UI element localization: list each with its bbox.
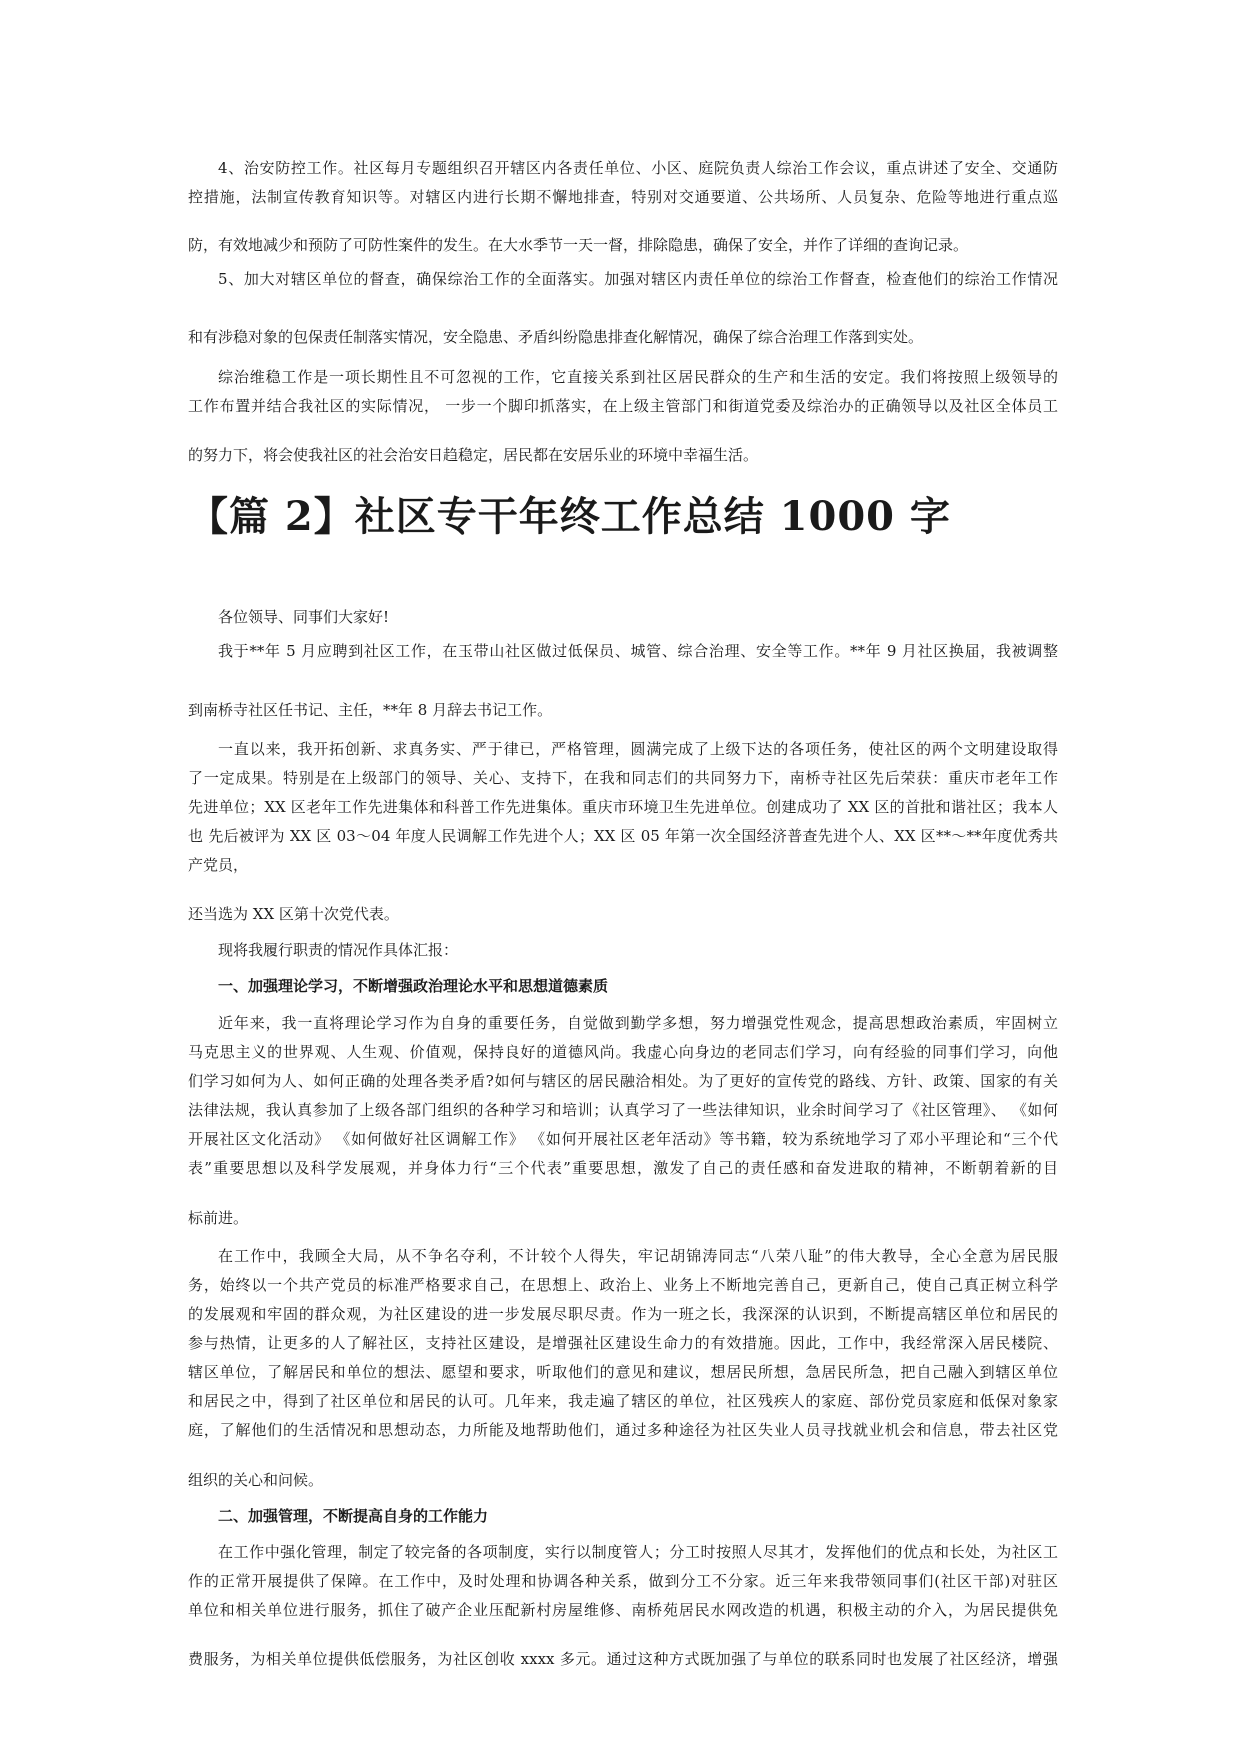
paragraph-line: 费服务，为相关单位提供低偿服务，为社区创收 xxxx 多元。通过这种方式既加强了与单位的联系同时也发展了社区经济，增强 bbox=[188, 1650, 1058, 1668]
paragraph-line: 控措施，法制宣传教育知识等。对辖区内进行长期不懈地排查，特别对交通要道、公共场所、人员复杂、危险等地进行重点巡 bbox=[188, 188, 1058, 206]
paragraph-line: 到南桥寺社区任书记、主任，**年 8 月辞去书记工作。 bbox=[188, 701, 553, 719]
paragraph-line: 开展社区文化活动》 《如何做好社区调解工作》 《如何开展社区老年活动》等书籍，较为系统地学习了邓小平理论和“三个代 bbox=[188, 1130, 1058, 1148]
paragraph-line: 和居民之中，得到了社区单位和居民的认可。几年来，我走遍了辖区的单位，社区残疾人的家庭、部份党员家庭和低保对象家 bbox=[188, 1392, 1058, 1410]
paragraph-line: 防，有效地减少和预防了可防性案件的发生。在大水季节一天一督，排除隐患，确保了安全，并作了详细的查询记录。 bbox=[188, 236, 969, 254]
paragraph-line: 标前进。 bbox=[188, 1209, 249, 1227]
paragraph-line: 先进单位；XX 区老年工作先进集体和科普工作先进集体。重庆市环境卫生先进单位。创建成功了 XX 区的首批和谐社区；我本人 bbox=[188, 798, 1058, 816]
paragraph-line: 和有涉稳对象的包保责任制落实情况，安全隐患、矛盾纠纷隐患排查化解情况，确保了综合治理工作落到实处。 bbox=[188, 328, 924, 346]
paragraph-line: 也 先后被评为 XX 区 03～04 年度人民调解工作先进个人；XX 区 05 年第一次全国经济普查先进个人、XX 区**～**年度优秀共 bbox=[188, 827, 1058, 845]
paragraph-line: 我于**年 5 月应聘到社区工作，在玉带山社区做过低保员、城管、综合治理、安全等工作。**年 9 月社区换届，我被调整 bbox=[218, 642, 1058, 660]
section-title: 【篇 2】社区专干年终工作总结 1000 字 bbox=[188, 493, 951, 540]
paragraph-line: 的发展观和牢固的群众观，为社区建设的进一步发展尽职尽责。作为一班之长，我深深的认识到，不断提高辖区单位和居民的 bbox=[188, 1305, 1058, 1323]
paragraph-line: 务，始终以一个共产党员的标准严格要求自己，在思想上、政治上、业务上不断地完善自己，更新自己，使自己真正树立科学 bbox=[188, 1276, 1058, 1294]
paragraph-line: 单位和相关单位进行服务，抓住了破产企业压配新村房屋维修、南桥苑居民水网改造的机遇，积极主动的介入，为居民提供免 bbox=[188, 1601, 1058, 1619]
paragraph-line: 现将我履行职责的情况作具体汇报： bbox=[218, 941, 459, 959]
paragraph-line: 作的正常开展提供了保障。在工作中，及时处理和协调各种关系，做到分工不分家。近三年来我带领同事们(社区干部)对驻区 bbox=[188, 1572, 1058, 1590]
paragraph-line: 了一定成果。特别是在上级部门的领导、关心、支持下，在我和同志们的共同努力下，南桥寺社区先后荣获：重庆市老年工作 bbox=[188, 769, 1058, 787]
subheading-1: 一、加强理论学习，不断增强政治理论水平和思想道德素质 bbox=[218, 977, 609, 995]
paragraph-line: 还当选为 XX 区第十次党代表。 bbox=[188, 905, 399, 923]
paragraph-line: 一直以来，我开拓创新、求真务实、严于律已，严格管理，圆满完成了上级下达的各项任务，使社区的两个文明建设取得 bbox=[218, 740, 1058, 758]
paragraph-line: 在工作中，我顾全大局，从不争名夺利，不计较个人得失，牢记胡锦涛同志“八荣八耻”的伟大教导，全心全意为居民服 bbox=[218, 1247, 1058, 1265]
paragraph-line: 辖区单位，了解居民和单位的想法、愿望和要求，听取他们的意见和建议，想居民所想，急居民所急，把自己融入到辖区单位 bbox=[188, 1363, 1058, 1381]
paragraph-line: 4、治安防控工作。社区每月专题组织召开辖区内各责任单位、小区、庭院负责人综治工作会议，重点讲述了安全、交通防 bbox=[218, 159, 1058, 177]
paragraph-line: 法律法规，我认真参加了上级各部门组织的各种学习和培训；认真学习了一些法律知识，业余时间学习了《社区管理》、 《如何 bbox=[188, 1101, 1058, 1119]
paragraph-line: 综治维稳工作是一项长期性且不可忽视的工作，它直接关系到社区居民群众的生产和生活的安定。我们将按照上级领导的 bbox=[218, 368, 1058, 386]
paragraph-line: 工作布置并结合我社区的实际情况， 一步一个脚印抓落实，在上级主管部门和街道党委及综治办的正确领导以及社区全体员工 bbox=[188, 397, 1058, 415]
paragraph-line: 产党员， bbox=[188, 856, 249, 874]
paragraph-line: 庭，了解他们的生活情况和思想动态，力所能及地帮助他们，通过多种途径为社区失业人员寻找就业机会和信息，带去社区党 bbox=[188, 1421, 1058, 1439]
paragraph-line: 参与热情，让更多的人了解社区，支持社区建设，是增强社区建设生命力的有效措施。因此，工作中，我经常深入居民楼院、 bbox=[188, 1334, 1058, 1352]
paragraph-line: 马克思主义的世界观、人生观、价值观，保持良好的道德风尚。我虚心向身边的老同志们学习，向有经验的同事们学习，向他 bbox=[188, 1043, 1058, 1061]
paragraph-line: 在工作中强化管理，制定了较完备的各项制度，实行以制度管人；分工时按照人尽其才，发挥他们的优点和长处，为社区工 bbox=[218, 1543, 1058, 1561]
paragraph-line: 5、加大对辖区单位的督查，确保综治工作的全面落实。加强对辖区内责任单位的综治工作督查，检查他们的综治工作情况 bbox=[218, 270, 1058, 288]
paragraph-line: 近年来，我一直将理论学习作为自身的重要任务，自觉做到勤学多想，努力增强党性观念，提高思想政治素质，牢固树立 bbox=[218, 1014, 1058, 1032]
paragraph-line: 的努力下，将会使我社区的社会治安日趋稳定，居民都在安居乐业的环境中幸福生活。 bbox=[188, 446, 759, 464]
subheading-2: 二、加强管理，不断提高自身的工作能力 bbox=[218, 1507, 489, 1525]
paragraph-line: 表”重要思想以及科学发展观，并身体力行“三个代表”重要思想，激发了自己的责任感和奋发进取的精神，不断朝着新的目 bbox=[188, 1159, 1058, 1177]
greeting: 各位领导、同事们大家好! bbox=[218, 608, 390, 626]
paragraph-line: 组织的关心和问候。 bbox=[188, 1471, 324, 1489]
paragraph-line: 们学习如何为人、如何正确的处理各类矛盾?如何与辖区的居民融洽相处。为了更好的宣传党的路线、方针、政策、国家的有关 bbox=[188, 1072, 1058, 1090]
